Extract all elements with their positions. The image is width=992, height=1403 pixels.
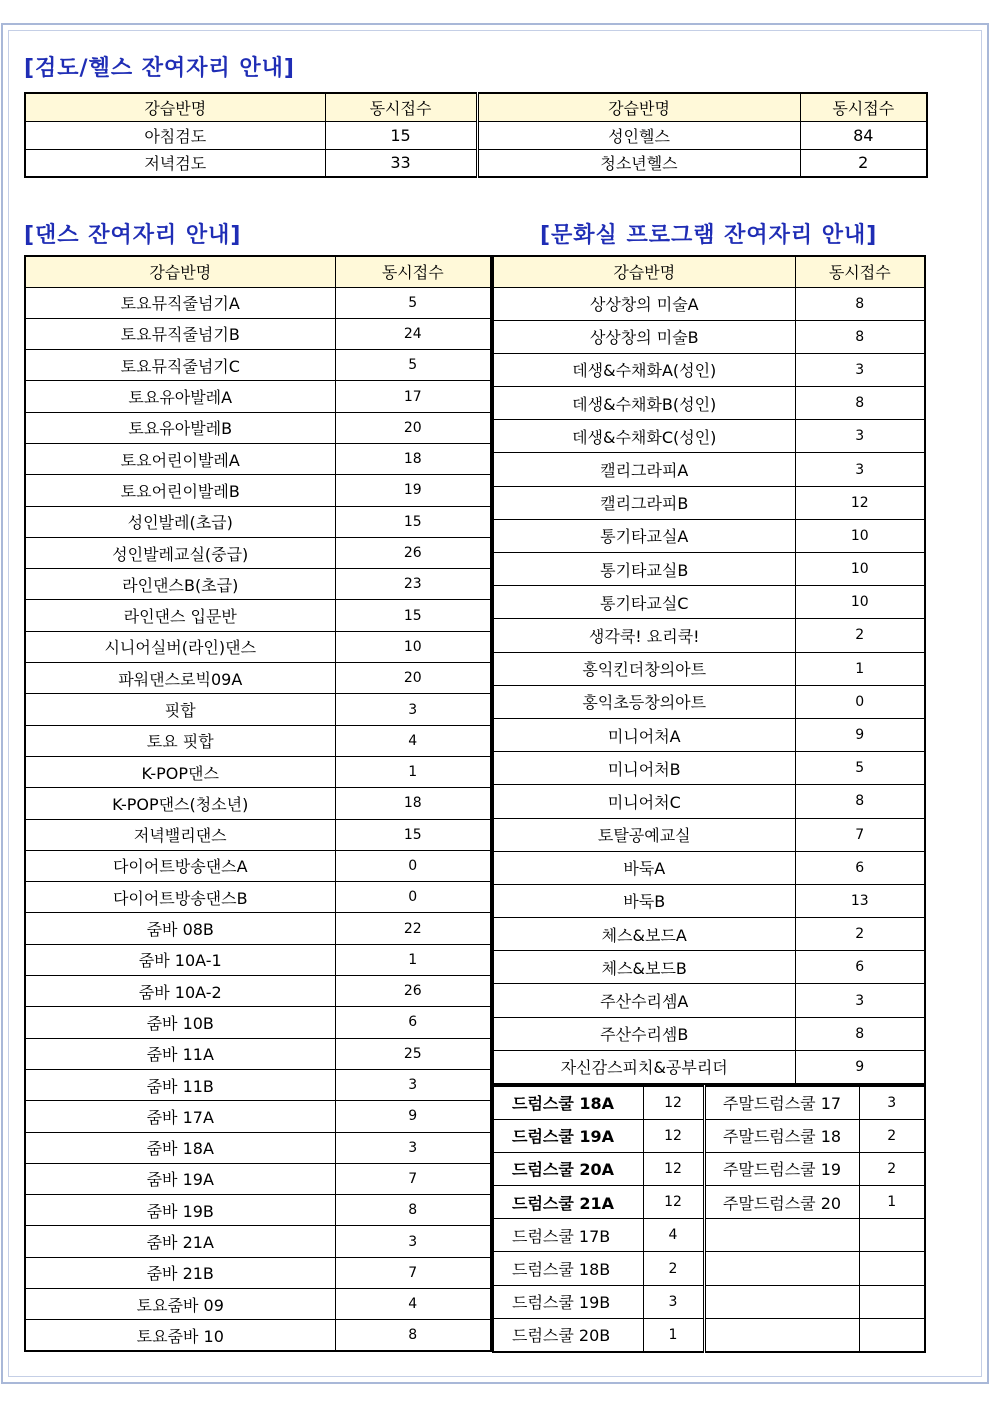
seat-count: 26 [335,976,491,1007]
seat-count [859,1318,925,1351]
seat-count: 12 [643,1086,704,1119]
class-name: 드럼스쿨 19A [493,1119,643,1152]
class-name: 줌바 17A [25,1101,335,1132]
culture-table [492,255,926,1085]
table-row [25,913,491,944]
class-name: 미니어처C [493,785,795,818]
seat-count: 12 [643,1119,704,1152]
seat-count: 3 [643,1285,704,1318]
drum-row [493,1219,925,1252]
seat-count: 15 [335,506,491,537]
class-name: 주산수리셈B [493,1017,795,1050]
class-name: 파워댄스로빅09A [25,663,335,694]
class-name: 체스&보드A [493,918,795,951]
seat-count: 15 [335,819,491,850]
seat-count: 3 [795,353,925,386]
table-row [25,944,491,975]
seat-count: 15 [325,121,477,149]
seat-count: 12 [795,486,925,519]
seat-count: 8 [795,1017,925,1050]
table-row [493,1017,925,1050]
seat-count: 8 [335,1195,491,1226]
class-name: 토요줌바 09 [25,1289,335,1320]
seat-count: 1 [859,1186,925,1219]
seat-count: 18 [335,443,491,474]
class-name: 토요어린이발레A [25,443,335,474]
seat-count: 33 [325,149,477,177]
table-row [25,1069,491,1100]
seat-count: 18 [335,788,491,819]
table-row [25,287,491,318]
class-name: 드럼스쿨 17B [493,1219,643,1252]
class-name: 저녁검도 [25,149,325,177]
class-name: 성인발레(초급) [25,506,335,537]
table-row [25,537,491,568]
class-name: 상상창의 미술B [493,320,795,353]
class-name: 홍익초등창의아트 [493,685,795,718]
seat-count: 10 [795,553,925,586]
seat-count: 2 [795,918,925,951]
seat-count: 2 [643,1252,704,1285]
class-name: 줌바 19B [25,1195,335,1226]
drum-row [493,1186,925,1219]
table-row [493,287,925,320]
table-row [25,1320,491,1351]
table-row [25,149,927,177]
table-row [493,652,925,685]
seat-count: 3 [335,694,491,725]
class-name: 주말드럼스쿨 18 [704,1119,859,1152]
table-row [25,381,491,412]
table-row [25,1038,491,1069]
class-name: 데생&수채화B(성인) [493,387,795,420]
class-name: 자신감스피치&공부리더 [493,1050,795,1083]
class-name: 드럼스쿨 20A [493,1152,643,1185]
class-name: 토요뮤직줄넘기B [25,318,335,349]
class-name: 드럼스쿨 20B [493,1318,643,1351]
table-row [493,984,925,1017]
class-name: K-POP댄스 [25,756,335,787]
class-name: 체스&보드B [493,951,795,984]
seat-count: 9 [795,1050,925,1083]
seat-count: 1 [643,1318,704,1351]
seat-count: 3 [795,420,925,453]
class-name: 줌바 11A [25,1038,335,1069]
col-header-count: 동시접수 [335,256,491,287]
seat-count: 8 [795,785,925,818]
class-name: 줌바 18A [25,1132,335,1163]
table-row [25,1163,491,1194]
class-name: 줌바 11B [25,1069,335,1100]
drum-row [493,1285,925,1318]
seat-count: 19 [335,475,491,506]
class-name: 성인헬스 [477,121,800,149]
seat-count: 4 [335,725,491,756]
table-row [493,818,925,851]
seat-count: 6 [795,951,925,984]
dance-heading: [댄스 잔여자리 안내] [24,223,242,248]
class-name: 미니어처A [493,718,795,751]
class-name: 상상창의 미술A [493,287,795,320]
seat-count: 84 [800,121,927,149]
class-name: 드럼스쿨 19B [493,1285,643,1318]
table-row [493,553,925,586]
seat-count: 5 [335,350,491,381]
drum-row [493,1152,925,1185]
table-row [25,882,491,913]
class-name: 라인댄스 입문반 [25,600,335,631]
class-name: 캘리그라피A [493,453,795,486]
drum-row [493,1119,925,1152]
seat-count: 23 [335,569,491,600]
table-row [493,785,925,818]
class-name: 주말드럼스쿨 20 [704,1186,859,1219]
drum-row [493,1252,925,1285]
seat-count [859,1252,925,1285]
seat-count: 1 [795,652,925,685]
table-row [25,350,491,381]
seat-count: 3 [335,1069,491,1100]
drum-table [492,1085,926,1353]
table-row [25,600,491,631]
table-row [25,756,491,787]
table-row [25,1195,491,1226]
dance-table [24,255,492,1352]
class-name: 줌바 21A [25,1226,335,1257]
seat-count: 5 [335,287,491,318]
table-row [25,663,491,694]
class-name: 바둑B [493,884,795,917]
table-row [493,718,925,751]
table-row [493,619,925,652]
seat-count: 7 [335,1257,491,1288]
table-row [493,519,925,552]
class-name: 주말드럼스쿨 17 [704,1086,859,1119]
seat-count: 8 [795,387,925,420]
seat-count: 2 [859,1119,925,1152]
table-row [25,788,491,819]
seat-count: 1 [335,944,491,975]
class-name: 줌바 19A [25,1163,335,1194]
class-name: 토요줌바 10 [25,1320,335,1351]
seat-count: 20 [335,412,491,443]
seat-count: 8 [795,287,925,320]
culture-heading: [문화실 프로그램 잔여자리 안내] [540,223,878,248]
class-name: 주말드럼스쿨 19 [704,1152,859,1185]
table-row [493,851,925,884]
class-name [704,1285,859,1318]
col-header-count: 동시접수 [800,93,927,121]
table-row [25,725,491,756]
class-name: 바둑A [493,851,795,884]
seat-count: 8 [795,320,925,353]
col-header-class: 강습반명 [477,93,800,121]
seat-count: 26 [335,537,491,568]
class-name: 줌바 10A-2 [25,976,335,1007]
table-row [493,320,925,353]
seat-count: 3 [795,984,925,1017]
seat-count [859,1285,925,1318]
table-row [493,586,925,619]
class-name: 드럼스쿨 18A [493,1086,643,1119]
seat-count: 10 [795,586,925,619]
table-row [493,685,925,718]
seat-count: 20 [335,663,491,694]
class-name: 캘리그라피B [493,486,795,519]
class-name [704,1318,859,1351]
table-row [25,475,491,506]
class-name: 드럼스쿨 18B [493,1252,643,1285]
seat-count: 9 [335,1101,491,1132]
seat-count: 2 [800,149,927,177]
table-row [25,631,491,662]
col-header-class: 강습반명 [25,256,335,287]
table-row [493,951,925,984]
class-name: 토탈공예교실 [493,818,795,851]
table-row [25,1132,491,1163]
class-name: 토요뮤직줄넘기C [25,350,335,381]
table-row [493,420,925,453]
class-name: 홍익킨더창의아트 [493,652,795,685]
seat-count: 7 [335,1163,491,1194]
class-name [704,1219,859,1252]
table-row [25,443,491,474]
seat-count: 22 [335,913,491,944]
class-name: 토요유아발레A [25,381,335,412]
seat-count: 7 [795,818,925,851]
seat-count: 13 [795,884,925,917]
class-name: 저녁밸리댄스 [25,819,335,850]
table-row [25,976,491,1007]
seat-count: 10 [795,519,925,552]
table-row [493,353,925,386]
table-row [493,918,925,951]
kendo-health-header-row [25,93,927,121]
class-name: 줌바 21B [25,1257,335,1288]
class-name: 청소년헬스 [477,149,800,177]
col-header-count: 동시접수 [795,256,925,287]
table-row [493,752,925,785]
table-row [25,318,491,349]
table-row [25,694,491,725]
table-row [25,1101,491,1132]
table-row [25,412,491,443]
table-row [493,1050,925,1083]
header-row [493,256,925,287]
seat-count: 0 [335,850,491,881]
seat-count: 17 [335,381,491,412]
class-name [704,1252,859,1285]
header-row [25,256,491,287]
seat-count: 12 [643,1186,704,1219]
table-row [25,121,927,149]
class-name: 주산수리셈A [493,984,795,1017]
seat-count: 3 [335,1226,491,1257]
class-name: 통기타교실A [493,519,795,552]
class-name: 줌바 08B [25,913,335,944]
kendo-health-table [24,92,928,178]
seat-count: 3 [795,453,925,486]
seat-count: 0 [795,685,925,718]
kendo-health-heading: [검도/헬스 잔여자리 안내] [24,56,295,81]
seat-count: 10 [335,631,491,662]
class-name: 줌바 10B [25,1007,335,1038]
drum-row [493,1086,925,1119]
table-row [25,850,491,881]
table-row [25,506,491,537]
table-row [25,569,491,600]
seat-count: 4 [335,1289,491,1320]
seat-count [859,1219,925,1252]
class-name: 통기타교실B [493,553,795,586]
table-row [25,1226,491,1257]
table-row [493,453,925,486]
seat-count: 1 [335,756,491,787]
class-name: 토요뮤직줄넘기A [25,287,335,318]
class-name: K-POP댄스(청소년) [25,788,335,819]
class-name: 통기타교실C [493,586,795,619]
col-header-class: 강습반명 [493,256,795,287]
class-name: 라인댄스B(초급) [25,569,335,600]
class-name: 핏합 [25,694,335,725]
seat-count: 15 [335,600,491,631]
seat-count: 24 [335,318,491,349]
class-name: 성인발레교실(중급) [25,537,335,568]
class-name: 다이어트방송댄스A [25,850,335,881]
seat-count: 9 [795,718,925,751]
seat-count: 3 [859,1086,925,1119]
seat-count: 0 [335,882,491,913]
seat-count: 12 [643,1152,704,1185]
class-name: 생각쿡! 요리쿡! [493,619,795,652]
class-name: 시니어실버(라인)댄스 [25,631,335,662]
class-name: 미니어처B [493,752,795,785]
col-header-class: 강습반명 [25,93,325,121]
class-name: 토요어린이발레B [25,475,335,506]
class-name: 줌바 10A-1 [25,944,335,975]
class-name: 데생&수채화A(성인) [493,353,795,386]
seat-count: 5 [795,752,925,785]
table-row [25,1257,491,1288]
table-row [493,486,925,519]
seat-count: 2 [859,1152,925,1185]
seat-count: 2 [795,619,925,652]
seat-count: 6 [335,1007,491,1038]
table-row [493,387,925,420]
seat-count: 4 [643,1219,704,1252]
seat-count: 25 [335,1038,491,1069]
table-row [25,1289,491,1320]
seat-count: 3 [335,1132,491,1163]
table-row [25,1007,491,1038]
class-name: 데생&수채화C(성인) [493,420,795,453]
class-name: 토요유아발레B [25,412,335,443]
class-name: 아침검도 [25,121,325,149]
class-name: 다이어트방송댄스B [25,882,335,913]
seat-count: 8 [335,1320,491,1351]
drum-row [493,1318,925,1351]
class-name: 토요 핏합 [25,725,335,756]
seat-count: 6 [795,851,925,884]
table-row [25,819,491,850]
col-header-count: 동시접수 [325,93,477,121]
table-row [493,884,925,917]
class-name: 드럼스쿨 21A [493,1186,643,1219]
